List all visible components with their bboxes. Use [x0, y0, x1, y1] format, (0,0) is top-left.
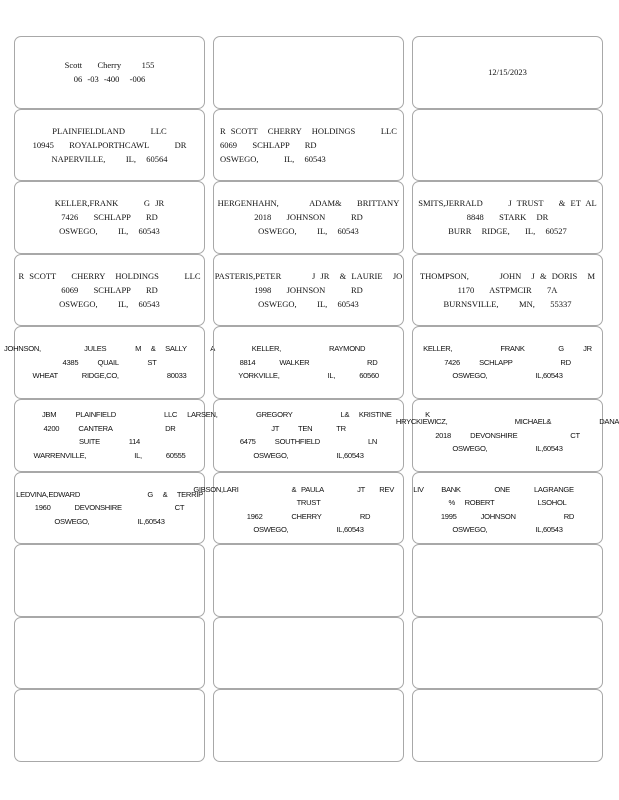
mailing-label [213, 326, 404, 399]
mailing-label [187, 399, 430, 472]
label-sheet [4, 36, 619, 762]
label-line: R SCOTT CHERRY HOLDINGS LLC [220, 125, 397, 136]
label-line: PLAINFIELDLAND LLC [52, 125, 167, 136]
label-line: 12/15/2023 [488, 67, 527, 78]
mailing-label [412, 109, 603, 182]
label-line: OSWEGO, IL,60543 [452, 525, 563, 535]
label-line: 1960 DEVONSHIRE CT [34, 503, 185, 513]
label-line: 2018 JOHNSON RD [254, 212, 363, 223]
mailing-label [14, 254, 205, 327]
label-line: BURR RIDGE, IL, 60527 [448, 226, 567, 237]
label-line: JBM PLAINFIELD LLC [41, 410, 178, 420]
label-line: Scott Cherry 155 [64, 60, 155, 71]
mailing-label [213, 254, 404, 327]
label-line: OSWEGO, IL, 60543 [59, 299, 160, 310]
mailing-label [412, 689, 603, 762]
label-line: 1170 ASTPMCIR 7A [457, 285, 558, 296]
mailing-label [412, 544, 603, 617]
mailing-label [213, 109, 404, 182]
label-line: OSWEGO, IL,60543 [54, 516, 165, 526]
label-line: OSWEGO, IL,60543 [253, 525, 364, 535]
mailing-label [412, 181, 603, 254]
mailing-label [213, 181, 404, 254]
label-line: LARSEN, GREGORY L& KRISTINE K [187, 410, 430, 420]
mailing-label [412, 254, 603, 327]
label-line: 1962 CHERRY RD [246, 511, 371, 521]
label-line: WHEAT RIDGE,CO, 80033 [32, 371, 187, 381]
label-line: OSWEGO, IL, 60543 [258, 226, 359, 237]
label-line: 4200 CANTERA DR [43, 423, 176, 433]
label-line: BANK ONE LAGRANGE [441, 484, 574, 494]
label-line: SMITS,JERRALD J TRUST & ET AL [418, 198, 597, 209]
label-line: WARRENVILLE, IL, 60555 [33, 450, 186, 460]
label-line: 6069 SCHLAPP RD [220, 139, 317, 150]
mailing-label [412, 472, 603, 545]
label-line: OSWEGO, IL, 60543 [258, 299, 359, 310]
label-line: SUITE 114 [79, 437, 140, 447]
mailing-label [14, 109, 205, 182]
label-line: 06 -03 -400 -006 [73, 74, 146, 85]
label-line: PASTERIS,PETER J JR & LAURIE JO [214, 271, 403, 282]
label-line: JOHNSON, JULES M & SALLY A [4, 344, 215, 354]
mailing-label [14, 399, 205, 472]
mailing-label [14, 181, 205, 254]
label-line: 4385 QUAIL ST [62, 357, 157, 367]
label-line: 10945 ROYALPORTHCAWL DR [32, 139, 187, 150]
label-line: 6475 SOUTHFIELD LN [239, 437, 378, 447]
label-line: 1998 JOHNSON RD [254, 285, 363, 296]
mailing-label [213, 617, 404, 690]
mailing-label [412, 326, 603, 399]
mailing-label [4, 326, 215, 399]
mailing-label [14, 472, 205, 545]
label-line: OSWEGO, IL,60543 [452, 371, 563, 381]
label-line: 8814 WALKER RD [239, 357, 378, 367]
label-line: HRYCKIEWICZ, MICHAEL& DANA [395, 417, 619, 427]
label-line: 8848 STARK DR [466, 212, 549, 223]
label-line: NAPERVILLE, IL, 60564 [51, 153, 168, 164]
label-line: YORKVILLE, IL, 60560 [238, 371, 379, 381]
mailing-label [412, 617, 603, 690]
mailing-label [213, 36, 404, 109]
mailing-label [14, 617, 205, 690]
label-line: HERGENHAHN, ADAM& BRITTANY [217, 198, 400, 209]
label-line: OSWEGO, IL, 60543 [59, 226, 160, 237]
label-line: JT TEN TR [271, 423, 346, 433]
mailing-label [213, 689, 404, 762]
label-line: OSWEGO, IL,60543 [452, 444, 563, 454]
label-line: KELLER, RAYMOND [251, 344, 366, 354]
label-line: THOMPSON, JOHN J & DORIS M [419, 271, 596, 282]
label-line: 6069 SCHLAPP RD [61, 285, 158, 296]
label-line: BURNSVILLE, MN, 55337 [443, 299, 572, 310]
label-line: 7426 SCHLAPP RD [444, 357, 571, 367]
mailing-label [213, 544, 404, 617]
label-line: R SCOTT CHERRY HOLDINGS LLC [18, 271, 201, 282]
label-line: KELLER, FRANK G JR [423, 344, 592, 354]
mailing-label [193, 472, 424, 545]
label-line: OSWEGO, IL, 60543 [220, 153, 326, 164]
label-line: LEDVINA,EDWARD G & TERRIP [16, 489, 203, 499]
label-line: 1995 JOHNSON RD [440, 511, 575, 521]
mailing-label [14, 689, 205, 762]
label-line: 2018 DEVONSHIRE CT [435, 430, 580, 440]
label-line: 7426 SCHLAPP RD [61, 212, 158, 223]
mailing-label [14, 36, 205, 109]
mailing-label [412, 36, 603, 109]
label-line: % ROBERT LSOHOL [448, 498, 567, 508]
label-line: TRUST [296, 498, 321, 508]
label-line: GIBSON,LARI & PAULA JT REV LIV [193, 484, 424, 494]
mailing-label [14, 544, 205, 617]
label-line: OSWEGO, IL,60543 [253, 450, 364, 460]
label-line: KELLER,FRANK G JR [54, 198, 165, 209]
mailing-label [395, 399, 619, 472]
